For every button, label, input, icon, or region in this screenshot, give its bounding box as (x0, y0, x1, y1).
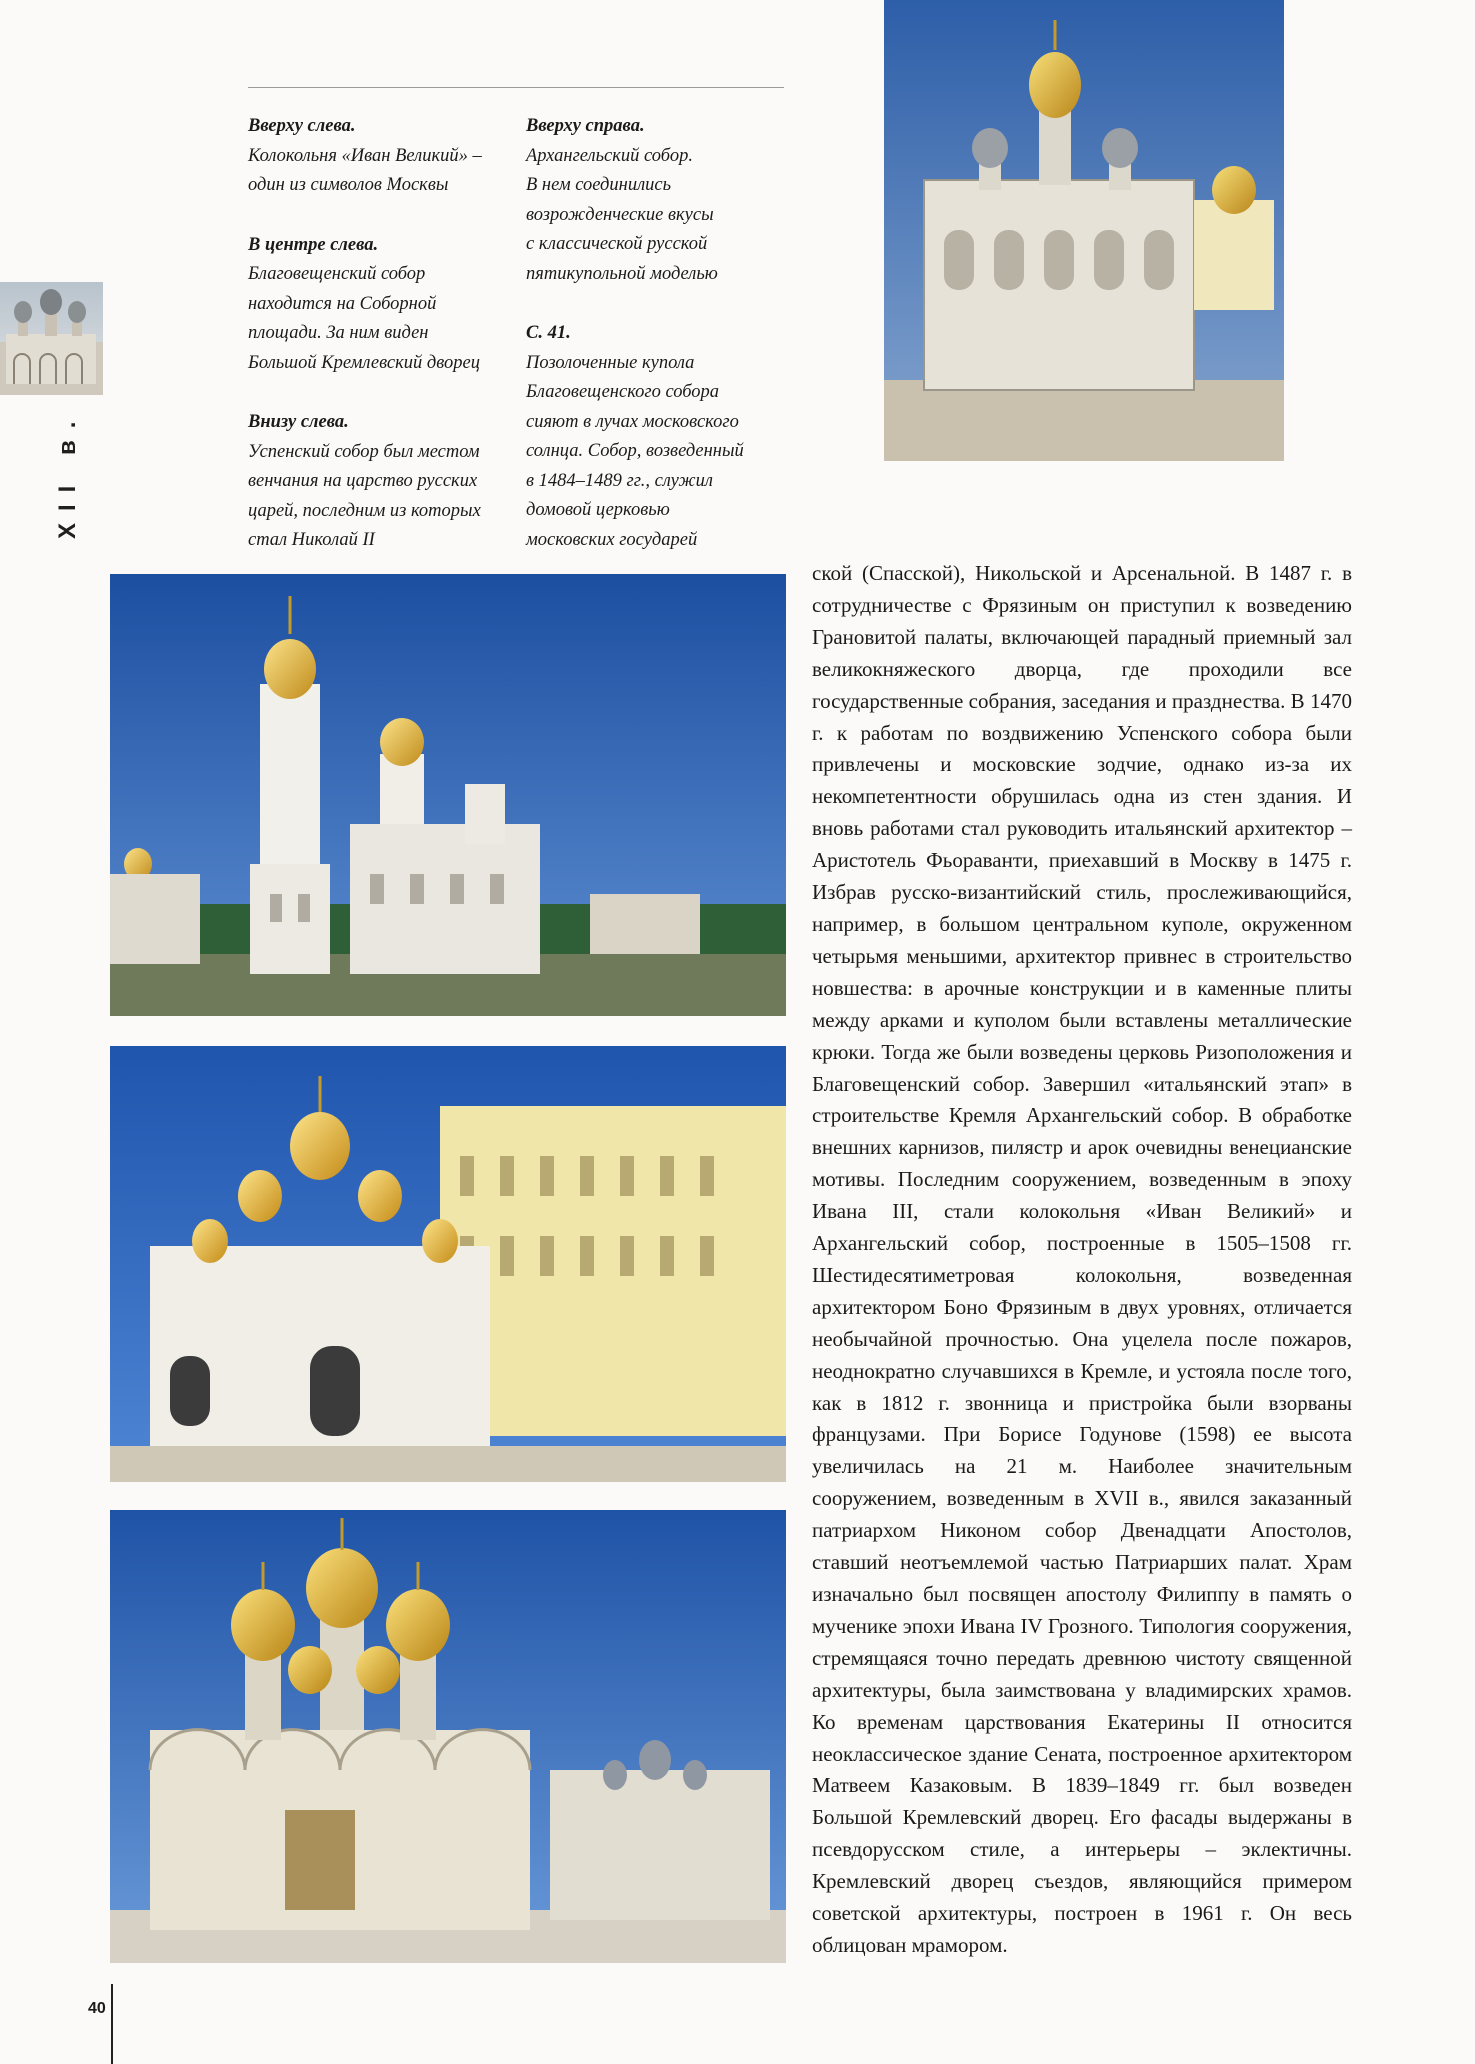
caption-column-right (526, 112, 786, 585)
caption-center-left (248, 231, 508, 379)
caption-text: Успенский собор был местом венчания на царство русских царей, последним из которых стал Николай II (248, 441, 481, 550)
photo-archangel-cathedral (884, 0, 1284, 461)
caption-text: Благовещенский собор находится на Соборной площади. За ним виден Большой Кремлевский дворец (248, 264, 480, 373)
caption-text: Позолоченные купола Благовещенского собора сияют в лучах московского солнца. Собор, возведенный в 1484–1489 гг., служил домовой церковью московских государей (526, 352, 744, 550)
caption-heading: С. 41. (526, 323, 571, 343)
photo-ivan-great-bell-tower (110, 574, 786, 1016)
century-label: XII в. (54, 409, 81, 539)
caption-page-41 (526, 319, 786, 555)
caption-bottom-left (248, 408, 508, 556)
caption-text: Колокольня «Иван Великий» – один из символов Москвы (248, 145, 482, 195)
body-text: ской (Спасской), Никольской и Арсенальной. В 1487 г. в сотрудничестве с Фрязиным он приступил к возведению Грановитой палаты, включающей парадный приемный зал великокняжеского дворца, где проходили все государственные собрания, заседания и празднества. В 1470 г. к работам по воздвижению Успенского собора были привлечены и московские зодчие, однако из-за их некомпетентности обрушилась одна из стен здания. И вновь работами стал руководить итальянский архитектор – Аристотель Фьораванти, приехавший в Москву в 1475 г. Избрав русско-византийский стиль, прослеживающийся, например, в большом центральном куполе, окруженном четырьмя меньшими, архитектор привнес в строительство новшества: в арочные конструкции и в каменные плиты между арками и куполом были вставлены металлические крюки. Тогда же были возведены церковь Ризоположения и Благовещенский собор. Завершил «итальянский этап» в строительстве Кремля Архангельский собор. В обработке внешних карнизов, пилястр и арок очевидны венецианские мотивы. Последним сооружением, возведенным в эпоху Ивана III, стали колокольня «Иван Великий» и Архангельский собор, построенные в 1505–1508 гг. Шестидесятиметровая колокольня, возведенная архитектором Боно Фрязиным в двух уровнях, отличается необычайной прочностью. Она уцелела после пожаров, неоднократно случавшихся в Кремле, и устояла после того, как в 1812 г. звонница и пристройка были взорваны французами. При Борисе Годунове (1598) ее высота увеличилась на 21 м. Наиболее значительным сооружением, возведенным в XVII в., явился заказанный патриархом Никоном собор Двенадцати Апостолов, ставший неотъемлемой частью Патриарших палат. Храм изначально был посвящен апостолу Филиппу в память о мученике эпохи Ивана IV Грозного. Типология сооружения, стремящаяся точно передать древнюю чистоту священной архитектуры, была заимствована у владимирских храмов. Ко временам царствования Екатерины II относится неоклассическое здание Сената, построенное архитектором Матвеем Казаковым. В 1839–1849 гг. был возведен Большой Кремлевский дворец. Его фасады выдержаны в псевдорусском стиле, а интерьеры – эклектичны. Кремлевский дворец съездов, являющийся примером советской архитектуры, построен в 1961 г. Он весь облицован мрамором. (812, 561, 1352, 1957)
caption-heading: Вверху справа. (526, 116, 645, 136)
photo-dormition-cathedral (110, 1510, 786, 1963)
caption-top-right (526, 112, 786, 289)
caption-heading: Вверху слева. (248, 116, 356, 136)
caption-heading: В центре слева. (248, 234, 379, 255)
page-edge-mark (111, 1984, 113, 2064)
photo-annunciation-cathedral (110, 1046, 786, 1482)
page-number: 40 (88, 2000, 106, 2017)
caption-heading: Внизу слева. (248, 412, 349, 432)
caption-text: Архангельский собор. В нем соединились возрожденческие вкусы с классической русской пятикупольной моделью (526, 145, 718, 284)
caption-column-left (248, 112, 508, 586)
top-rule (248, 87, 784, 88)
section-thumbnail-image (0, 282, 103, 395)
caption-top-left (248, 112, 508, 201)
